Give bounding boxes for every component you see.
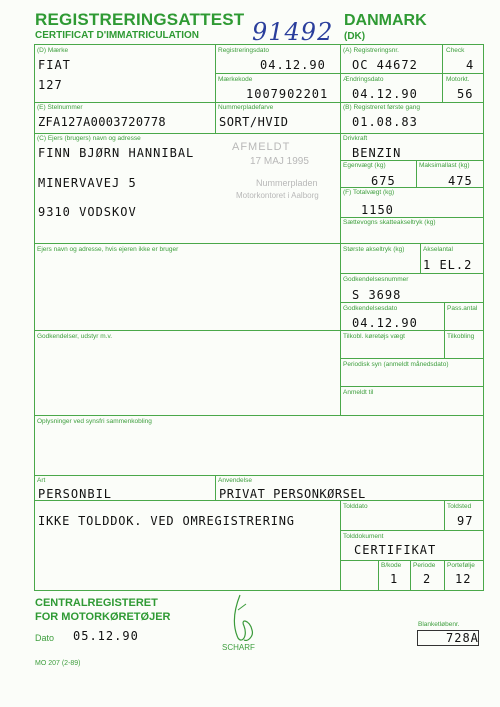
label-stelnummer: (E) Stelnummer xyxy=(37,104,83,111)
value-stelnummer: ZFA127A0003720778 xyxy=(38,115,166,129)
label-foerste-gang: (B) Registreret første gang xyxy=(343,104,420,111)
label-drivkraft: Drivkraft xyxy=(343,135,368,142)
label-akselantal: Akselantal xyxy=(423,246,453,253)
stamp-line4: Motorkontoret i Aalborg xyxy=(236,191,319,200)
value-maerke1: FIAT xyxy=(38,58,71,72)
footer-line1: CENTRALREGISTERET xyxy=(35,597,158,609)
value-art: PERSONBIL xyxy=(38,487,113,501)
label-maerkekode: Mærkekode xyxy=(218,76,253,83)
country-name: DANMARK xyxy=(344,12,427,29)
label-registreringsnr: (A) Registreringsnr. xyxy=(343,47,399,54)
stamp-line3: Nummerpladen xyxy=(256,178,318,188)
label-blanketlob: Blanketløbenr. xyxy=(418,621,460,628)
footer-line2: FOR MOTORKØRETØJER xyxy=(35,611,171,623)
footer-signature-name: SCHARF xyxy=(222,643,255,652)
value-blanketlob: 728A xyxy=(446,631,479,645)
label-art: Art xyxy=(37,477,46,484)
value-godkendelsesnummer: S 3698 xyxy=(352,288,402,302)
value-drivkraft: BENZIN xyxy=(352,146,402,160)
stamp-line1: AFMELDT xyxy=(232,141,291,153)
label-toldsted: Toldsted xyxy=(447,503,472,510)
value-maerke2: 127 xyxy=(38,78,63,92)
value-tolddokument: CERTIFIKAT xyxy=(354,543,437,557)
label-nummerpladefarve: Nummerpladefarve xyxy=(218,104,274,111)
signature-icon xyxy=(220,590,270,650)
value-ikke-tolddok: IKKE TOLDDOK. VED OMREGISTRERING xyxy=(38,514,295,528)
label-periodisk: Periodisk syn (anmeldt månedsdato) xyxy=(343,361,449,368)
label-portefolje: Portefølje xyxy=(447,562,475,569)
label-motorkt: Motorkt. xyxy=(446,76,470,83)
value-toldsted: 97 xyxy=(457,514,474,528)
value-aendringsdato: 04.12.90 xyxy=(352,87,418,101)
value-foerste-gang: 01.08.83 xyxy=(352,115,418,129)
value-check: 4 xyxy=(466,58,475,72)
value-egenvaegt: 675 xyxy=(371,174,396,188)
label-oplysninger: Oplysninger ved synsfri sammenkobling xyxy=(37,418,152,425)
value-registreringsnr: OC 44672 xyxy=(352,58,418,72)
value-totalvaegt: 1150 xyxy=(361,203,394,217)
label-tilkobl: Tilkobl. køretøjs vægt xyxy=(343,333,405,340)
label-tolddokument: Tolddokument xyxy=(343,533,384,540)
value-maksimallast: 475 xyxy=(448,174,473,188)
stamp-line2: 17 MAJ 1995 xyxy=(250,156,309,167)
footer-dato-label: Dato xyxy=(35,633,55,643)
handwritten-number: 91492 xyxy=(252,18,334,46)
label-aendringsdato: Ændringsdato xyxy=(343,76,384,83)
label-tilkobling: Tilkobling xyxy=(447,333,475,340)
label-godkendelsesnummer: Godkendelsesnummer xyxy=(343,276,409,283)
label-periode: Periode xyxy=(413,562,436,569)
value-maerkekode: 1007902201 xyxy=(246,87,329,101)
value-ejer-navn: FINN BJØRN HANNIBAL xyxy=(38,146,195,160)
value-anvendelse: PRIVAT PERSONKØRSEL xyxy=(219,487,366,501)
footer-dato-value: 05.12.90 xyxy=(73,629,139,643)
label-totalvaegt: (F) Totalvægt (kg) xyxy=(343,189,395,196)
label-maksimallast: Maksimallast (kg) xyxy=(419,162,470,169)
label-check: Check xyxy=(446,47,465,54)
label-anvendelse: Anvendelse xyxy=(218,477,252,484)
doc-title: REGISTRERINGSATTEST xyxy=(35,10,245,29)
footer-form-code: MO 207 (2-89) xyxy=(35,660,81,667)
label-anmeldt: Anmeldt til xyxy=(343,389,374,396)
value-ejer-adresse: MINERVAVEJ 5 xyxy=(38,176,137,190)
value-godkendelsesdato: 04.12.90 xyxy=(352,316,418,330)
label-pass-antal: Pass.antal xyxy=(447,305,478,312)
label-godkendelser: Godkendelser, udstyr m.v. xyxy=(37,333,113,340)
label-ejers: (C) Ejers (brugers) navn og adresse xyxy=(37,135,141,142)
value-akselantal: 1 EL.2 xyxy=(423,258,473,272)
label-ejers-navn-bruger: Ejers navn og adresse, hvis ejeren ikke er bruger xyxy=(37,246,179,253)
doc-subtitle: CERTIFICAT D'IMMATRICULATION xyxy=(35,30,200,41)
label-egenvaegt: Egenvægt (kg) xyxy=(343,162,386,169)
value-periode: 2 xyxy=(423,572,432,586)
label-bkode: B/kode xyxy=(381,562,402,569)
value-bkode: 1 xyxy=(390,572,399,586)
country-code: (DK) xyxy=(344,31,366,42)
value-ejer-by: 9310 VODSKOV xyxy=(38,205,137,219)
label-stoerste-akseltryk: Største akseltryk (kg) xyxy=(343,246,405,253)
value-portefolje: 12 xyxy=(455,572,472,586)
label-tolddato: Tolddato xyxy=(343,503,368,510)
label-maerke: (D) Mærke xyxy=(37,47,69,54)
label-registreringsdato: Registreringsdato xyxy=(218,47,269,54)
value-motorkt: 56 xyxy=(457,87,474,101)
label-saettevogns: Sættevogns skatteakseltryk (kg) xyxy=(343,219,436,226)
label-godkendelsesdato: Godkendelsesdato xyxy=(343,305,398,312)
value-registreringsdato: 04.12.90 xyxy=(260,58,326,72)
value-nummerpladefarve: SORT/HVID xyxy=(219,115,289,129)
